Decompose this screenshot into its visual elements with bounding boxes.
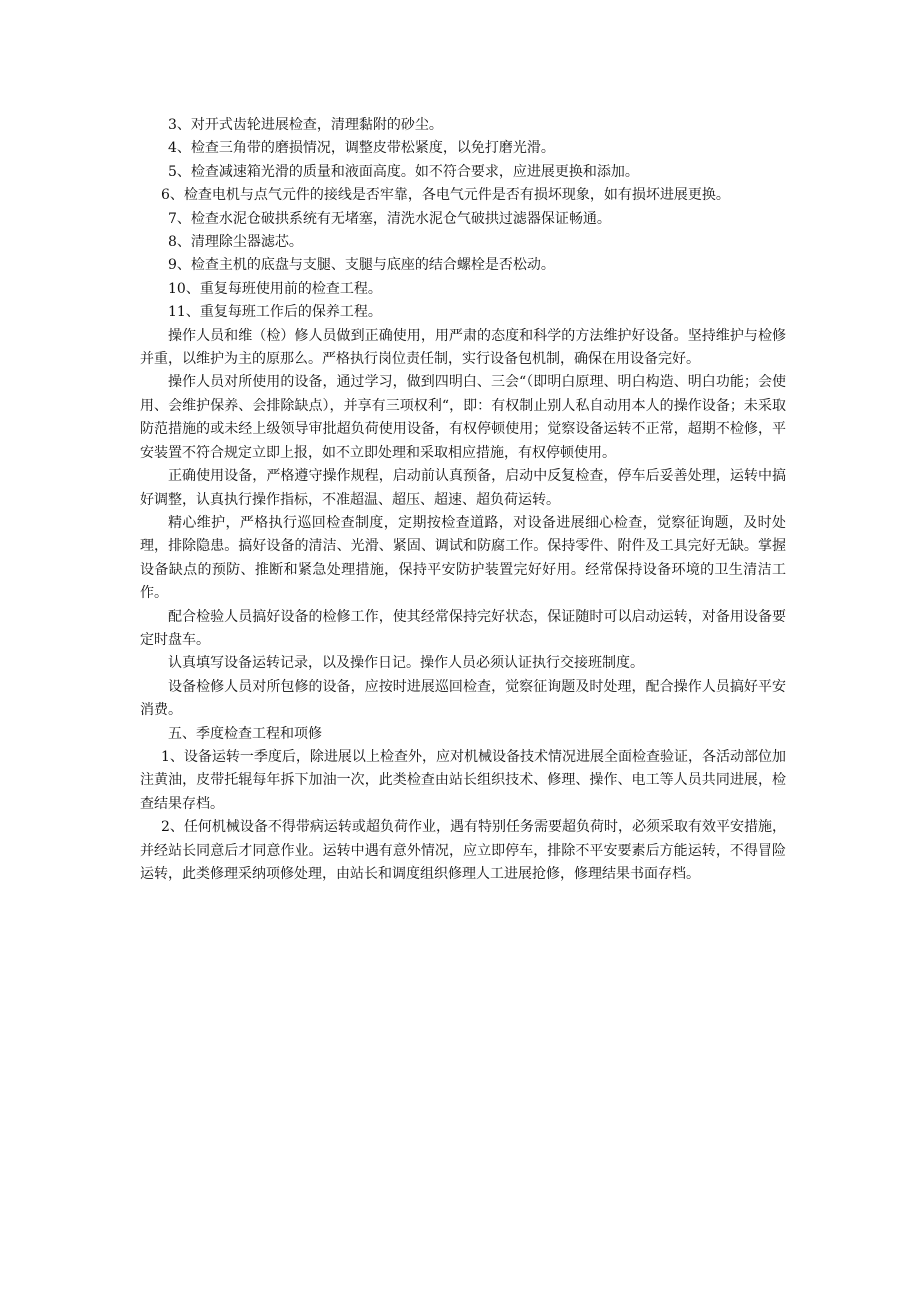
- paragraph-item-10: 10、重复每班使用前的检查工程。: [168, 280, 382, 297]
- paragraph-repair-staff: 设备检修人员对所包修的设备，应按时进展巡回检查，觉察征询题及时处理，配合操作人员搞好平安消费。: [140, 678, 786, 719]
- document-body: [140, 114, 786, 886]
- paragraph-correct-use: 正确使用设备，严格遵守操作规程，启动前认真预备，启动中反复检查，停车后妥善处理，运转中搞好调整，认真执行操作指标，不准超温、超压、超速、超负荷运转。: [140, 468, 786, 508]
- paragraph-item-6: 6、检查电机与点气元件的接线是否牢靠，各电气元件是否有损坏现象，如有损坏进展更换。: [161, 187, 730, 204]
- paragraph-records: 认真填写设备运转记录，以及操作日记。操作人员必须认证执行交接班制度。: [168, 655, 644, 672]
- section-heading-quarterly: 五、季度检查工程和项修: [168, 725, 322, 742]
- paragraph-careful-maintenance: 精心维护，严格执行巡回检查制度，定期按检查道路，对设备进展细心检查，觉察征询题，及时处理，排除隐患。搞好设备的清洁、光滑、紧固、调试和防腐工作。保持零件、附件及工具完好无缺。掌握设备缺点的预防、推断和紧急处理措施，保持平安防护装置完好好用。经常保持设备环境的卫生清洁工作。: [140, 514, 786, 602]
- paragraph-operator-rights: 操作人员对所使用的设备，通过学习，做到四明白、三会“（即明白原理、明白构造、明白功能；会使用、会维护保养、会排除缺点），并享有三项权利“，即：有权制止别人私自动用本人的操作设备；未采取防范措施的或未经上级领导审批超负荷使用设备，有权停顿使用；觉察设备运转不正常，超期不检修，平安装置不符合规定立即上报，如不立即处理和采取相应措施，有权停顿使用。: [140, 374, 786, 461]
- paragraph-item-7: 7、检查水泥仓破拱系统有无堵塞，清洗水泥仓气破拱过滤器保证畅通。: [168, 210, 611, 227]
- paragraph-item-5: 5、检查减速箱光滑的质量和液面高度。如不符合要求，应进展更换和添加。: [168, 163, 639, 180]
- paragraph-quarterly-1: 1、设备运转一季度后，除进展以上检查外，应对机械设备技术情况进展全面检查验证，各活动部位加注黄油，皮带托辊每年拆下加油一次，此类检查由站长组织技术、修理、操作、电工等人员共同进展，检查结果存档。: [140, 748, 786, 812]
- paragraph-item-8: 8、清理除尘器滤芯。: [168, 234, 303, 251]
- paragraph-item-4: 4、检查三角带的磨损情况，调整皮带松紧度，以免打磨光滑。: [168, 140, 555, 157]
- paragraph-item-9: 9、检查主机的底盘与支腿、支腿与底座的结合螺栓是否松动。: [168, 257, 555, 274]
- paragraph-cooperate-inspection: 配合检验人员搞好设备的检修工作，使其经常保持完好状态，保证随时可以启动运转，对备用设备要定时盘车。: [140, 608, 786, 648]
- paragraph-item-11: 11、重复每班工作后的保养工程。: [168, 304, 382, 321]
- paragraph-item-3: 3、对开式齿轮进展检查，清理黏附的砂尘。: [168, 117, 443, 133]
- paragraph-maintenance-principle: 操作人员和维（检）修人员做到正确使用，用严肃的态度和科学的方法维护好设备。坚持维护与检修并重，以维护为主的原那么。严格执行岗位责任制，实行设备包机制，确保在用设备完好。: [140, 327, 786, 368]
- paragraph-quarterly-2: 2、任何机械设备不得带病运转或超负荷作业，遇有特别任务需要超负荷时，必须采取有效平安措施，并经站长同意后才同意作业。运转中遇有意外情况，应立即停车，排除不平安要素后方能运转，不得冒险运转，此类修理采纳项修处理，由站长和调度组织修理人工进展抢修，修理结果书面存档。: [140, 819, 786, 882]
